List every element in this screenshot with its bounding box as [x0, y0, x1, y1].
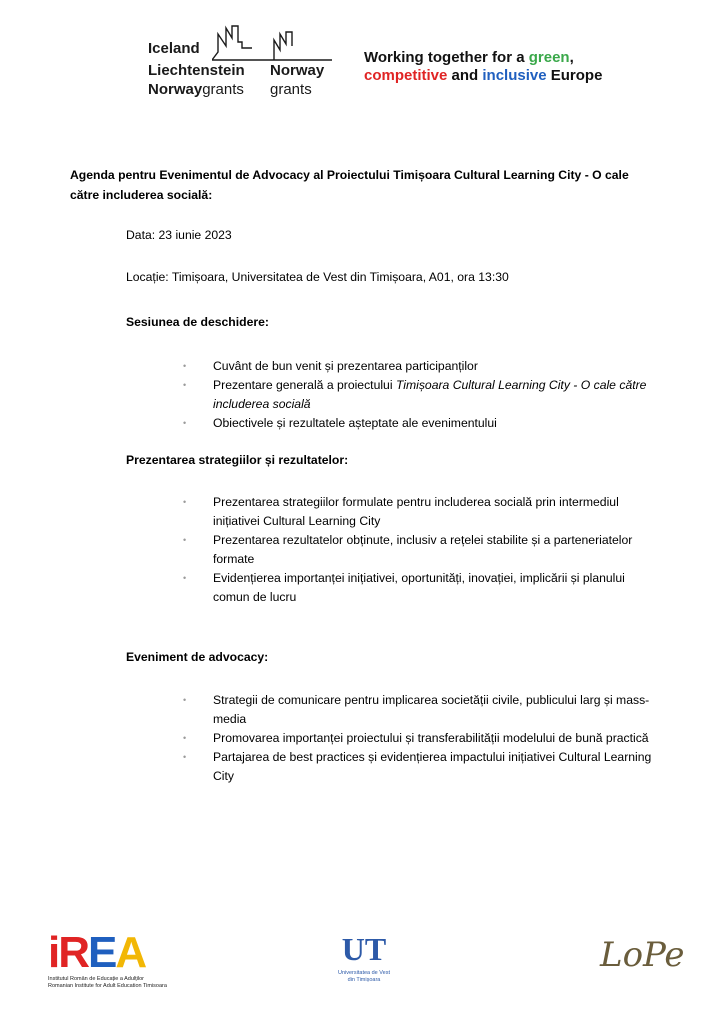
list-item-text: Partajarea de best practices și evidențierea impactului inițiativei Cultural Learning City [213, 750, 652, 783]
slogan-part3: and [447, 67, 483, 84]
irea-letter-e: E [88, 928, 116, 977]
irea-subtitle-ro: Institutul Român de Educație a Adulților [48, 976, 145, 982]
section-heading-opening: Sesiunea de deschidere: [126, 315, 269, 329]
bullet-icon: • [183, 361, 187, 371]
bullet-icon: • [183, 418, 187, 428]
uvt-subtitle-line2: din Timișoara [347, 976, 381, 983]
list-item [183, 748, 653, 786]
project-name-italic: Timișoara Cultural Learning City - O cale către includerea socială [213, 378, 647, 411]
list-item [183, 376, 653, 414]
section-strategies-list [183, 493, 653, 607]
list-item-text: Promovarea importanței proiectului și transferabilității modelului de bună practică [213, 731, 649, 745]
slogan-part4: Europe [546, 67, 603, 84]
section-advocacy-list [183, 691, 653, 786]
irea-logo [48, 928, 167, 994]
list-item-text: Cuvânt de bun venit și prezentarea participanților [213, 359, 478, 373]
uvt-mark: UT [341, 931, 387, 967]
list-item [183, 357, 653, 376]
irea-subtitle-en: Romanian Institute for Adult Education Timisoara [48, 982, 167, 989]
irea-letters [48, 930, 145, 976]
irea-letter-i: i [48, 928, 59, 977]
list-item [183, 531, 653, 569]
irea-subtitle [48, 976, 168, 989]
list-item-text: Obiectivele și rezultatele așteptate ale evenimentului [213, 416, 497, 430]
uvt-subtitle [334, 970, 394, 983]
slogan-part1: Working together for a [364, 49, 529, 66]
list-item [183, 729, 653, 748]
grants-norway-grants-text [148, 81, 244, 99]
agenda-body [70, 165, 660, 205]
grants-iceland-text: Iceland [148, 40, 200, 57]
bullet-icon: • [183, 535, 187, 545]
norway-grants-norway-text: Norway [270, 62, 325, 79]
uvt-subtitle-line1: Universitatea de Vest [338, 970, 390, 976]
event-location: Locație: Timișoara, Universitatea de Vest din Timișoara, A01, ora 13:30 [126, 270, 509, 284]
bullet-icon: • [183, 733, 187, 743]
bullet-icon: • [183, 573, 187, 583]
bullet-icon: • [183, 752, 187, 762]
skyline-icon [212, 22, 334, 62]
grants-liechtenstein-text: Liechtenstein [148, 62, 245, 79]
uvt-logo [334, 932, 394, 996]
agenda-title: Agenda pentru Evenimentul de Advocacy al Proiectului Timișoara Cultural Learning City - O cale către includerea socială: [70, 168, 629, 202]
lope-logo: LoPe [600, 935, 685, 975]
slogan-part2: , [569, 49, 574, 66]
norway-grants-grants-text: grants [270, 81, 312, 98]
list-item [183, 691, 653, 729]
irea-letter-a: A [115, 928, 146, 977]
bullet-icon: • [183, 497, 187, 507]
slogan-red: competitive [364, 67, 448, 84]
grants-norway-word: Norway [148, 81, 203, 98]
eea-slogan [364, 49, 602, 85]
list-item-text: Strategii de comunicare pentru implicarea societății civile, publicului larg și mass-media [213, 693, 650, 726]
section-opening-list [183, 357, 653, 433]
list-item [183, 569, 653, 607]
grants-grants-word: grants [202, 81, 244, 98]
list-item-text: Evidențierea importanței inițiativei, oportunități, inovației, implicării și planului comun de lucru [213, 571, 625, 604]
list-item-text: Prezentarea strategiilor formulate pentru includerea socială prin intermediul inițiativei Cultural Learning City [213, 495, 619, 528]
section-heading-advocacy: Eveniment de advocacy: [126, 650, 269, 664]
list-item [183, 493, 653, 531]
slogan-green: green [528, 49, 570, 66]
section-heading-strategies: Prezentarea strategiilor și rezultatelor: [126, 453, 349, 467]
slogan-blue: inclusive [482, 67, 547, 84]
list-item [183, 414, 653, 433]
irea-letter-r: R [58, 928, 89, 977]
list-item-text: Prezentare generală a proiectului [213, 378, 396, 392]
list-item-text: Prezentarea rezultatelor obținute, inclusiv a rețelei stabilite și a parteneriatelor formate [213, 533, 633, 566]
bullet-icon: • [183, 380, 187, 390]
bullet-icon: • [183, 695, 187, 705]
event-date: Data: 23 iunie 2023 [126, 228, 232, 242]
